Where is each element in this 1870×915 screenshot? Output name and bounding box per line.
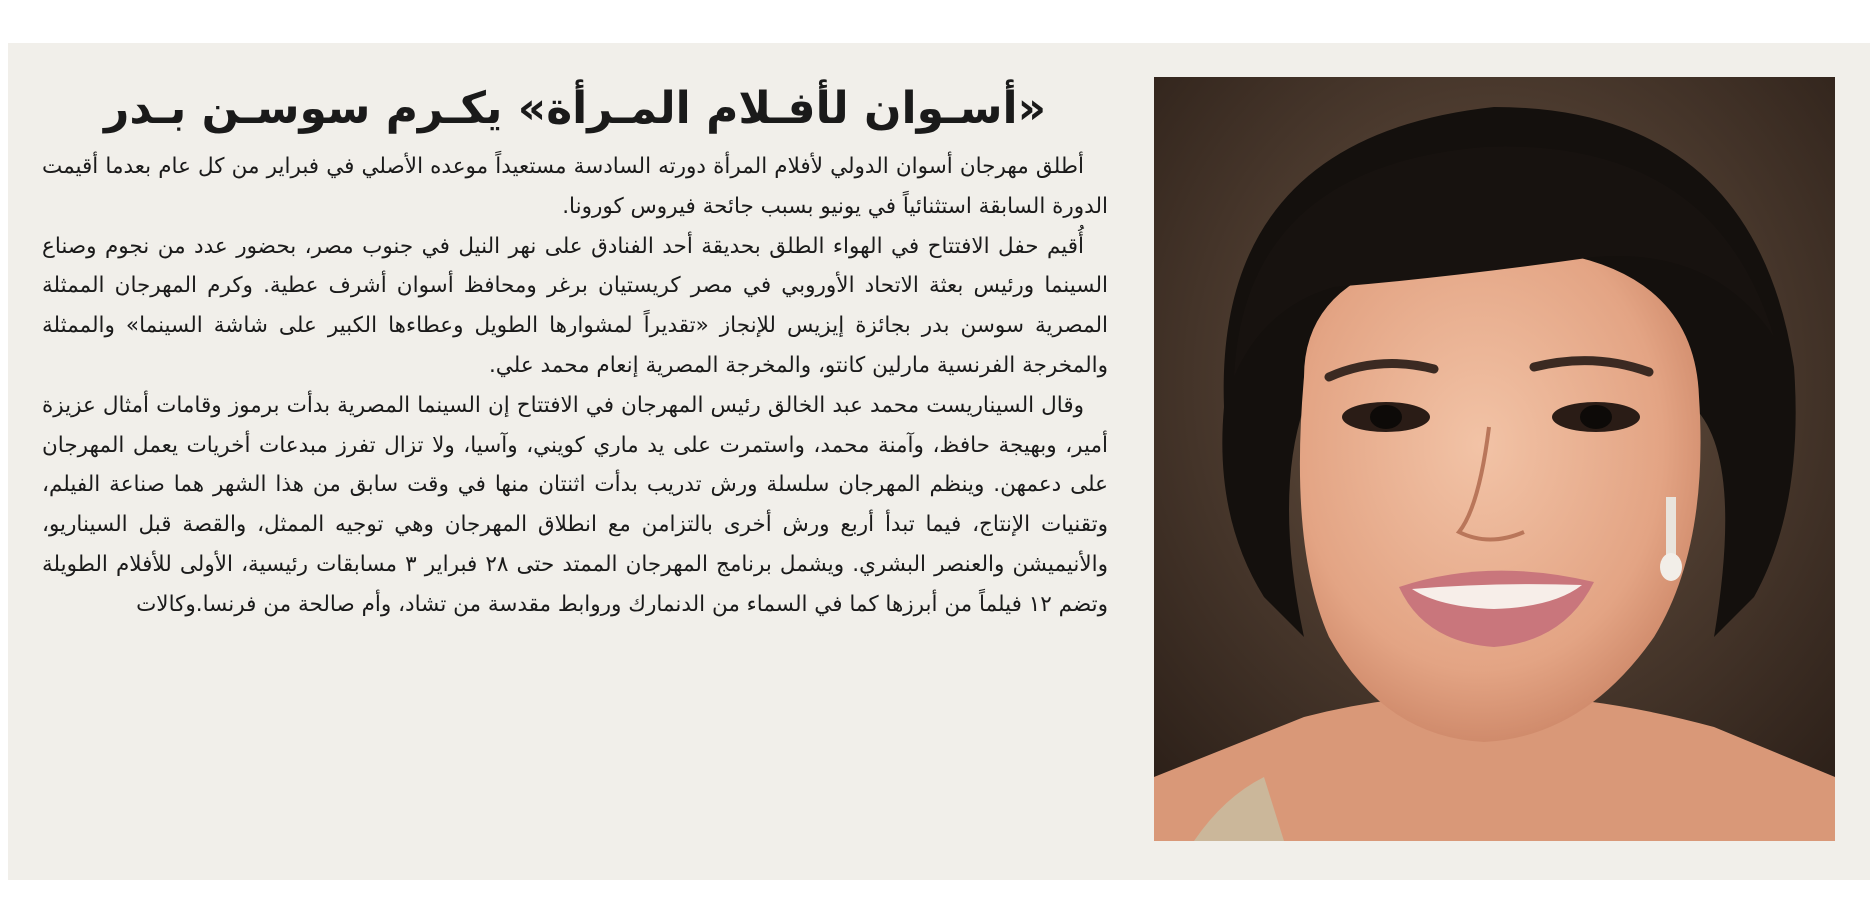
- headline: «أسـوان لأفـلام المـرأة» يكـرم سوسـن بـدر: [103, 83, 1046, 134]
- portrait-illustration: [1154, 77, 1835, 841]
- paragraph: أُقيم حفل الافتتاح في الهواء الطلق بحديقة أحد الفنادق على نهر النيل في جنوب مصر، بحضور عدد من نجوم وصناع السينما ورئيس بعثة الاتحاد الأوروبي في مصر كريستيان برغر ومحافظ أسوان أشرف عطية. وكرم المهرجان الممثلة المصرية سوسن بدر بجائزة إيزيس للإنجاز «تقديراً لمشوارها الطويل وعطاءها الكبير على شاشة السينما» والممثلة والمخرجة الفرنسية مارلين كانتو، والمخرجة المصرية إنعام محمد علي.: [42, 233, 1108, 378]
- paragraph: أطلق مهرجان أسوان الدولي لأفلام المرأة دورته السادسة مستعيداً موعده الأصلي في فبراير من كل عام بعدما أقيمت الدورة السابقة استثنائياً في يونيو بسبب جائحة فيروس كورونا.: [42, 154, 1108, 219]
- paragraph: وقال السيناريست محمد عبد الخالق رئيس المهرجان في الافتتاح إن السينما المصرية بدأت برموز وقامات أمثال عزيزة أمير، وبهيجة حافظ، وآمنة محمد، واستمرت على يد ماري كويني، وآسيا، ولا تزال تفرز مبدعات أخريات يعمل المهرجان على دعمهن. وينظم المهرجان سلسلة ورش تدريب بدأت اثنتان منها في وقت سابق من هذا الشهر هما صناعة الفيلم، وتقنيات الإنتاج، فيما تبدأ أربع ورش أخرى بالتزامن مع انطلاق المهرجان وهي توجيه الممثل، والقصة قبل السيناريو، والأنيميشن والعنصر البشري. ويشمل برنامج المهرجان الممتد حتى ٢٨ فبراير ٣ مسابقات رئيسية، الأولى للأفلام الطويلة وتضم ١٢ فيلماً من أبرزها كما في السماء من الدنمارك وروابط مقدسة من تشاد، وأم صالحة من فرنسا.وكالات: [42, 392, 1108, 617]
- article-body: [42, 147, 1108, 625]
- portrait-photo: [1154, 77, 1835, 841]
- article: [42, 77, 1108, 847]
